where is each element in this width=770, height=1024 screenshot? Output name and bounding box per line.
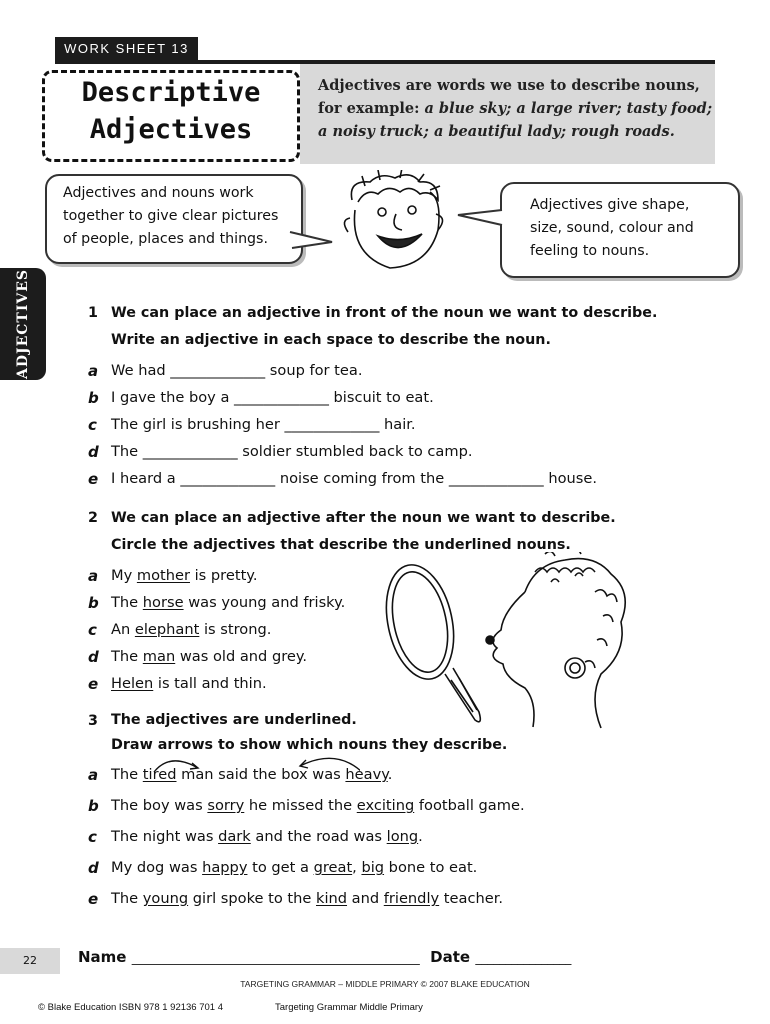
text-segment: The (111, 594, 143, 611)
section-2-item-text (111, 594, 345, 611)
section-3-heading-line-2: Draw arrows to show which nouns they describe. (111, 737, 508, 753)
section-3-item-text (111, 859, 477, 876)
intro-examples-1: a blue sky; a large river; tasty food; (424, 100, 713, 117)
section-2-number: 2 (88, 510, 98, 526)
section-1-item-letter: d (88, 443, 99, 461)
text-segment: to get a (247, 859, 314, 876)
underlined-adjective: heavy (345, 766, 388, 783)
text-segment: . (387, 766, 393, 783)
underlined-adjective: exciting (356, 797, 415, 814)
underlined-adjective: dark (218, 828, 251, 845)
text-segment: teacher. (439, 890, 503, 907)
title-line-2: Adjectives (89, 114, 253, 145)
section-1-heading-line-1: We can place an adjective in front of the noun we want to describe. (111, 305, 658, 321)
bubble-left-line-3: of people, places and things. (63, 231, 268, 247)
intro-line-3 (318, 120, 713, 143)
text-segment: is strong. (199, 621, 272, 638)
underlined-adjective: great (313, 859, 353, 876)
section-2-item-letter: d (88, 648, 99, 666)
bubble-left-line-1: Adjectives and nouns work (63, 185, 254, 201)
bubble-right-line-2: size, sound, colour and (530, 220, 694, 236)
section-3-item-letter: d (88, 859, 99, 877)
underlined-adjective: happy (202, 859, 248, 876)
section-2-item-text (111, 675, 267, 692)
section-2-item-letter: a (88, 567, 99, 585)
section-1-item-text: The girl is brushing her _____________ hair. (111, 416, 416, 433)
section-3-heading-line-1: The adjectives are underlined. (111, 712, 357, 728)
underlined-adjective: sorry (207, 797, 245, 814)
name-blank: ________________________________________________ (131, 951, 420, 965)
bubble-left-line-2: together to give clear pictures (63, 208, 279, 224)
text-segment: he missed the (244, 797, 357, 814)
intro-example-prefix: for example: (318, 100, 425, 117)
section-2-heading-line-1: We can place an adjective after the noun we want to describe. (111, 510, 616, 526)
bubble-right-line-1: Adjectives give shape, (530, 197, 690, 213)
underlined-adjective: tired (142, 766, 177, 783)
section-3-item-text (111, 766, 392, 783)
text-segment: and the road was (250, 828, 387, 845)
text-segment: was young and frisky. (183, 594, 346, 611)
text-segment: The night was (111, 828, 219, 845)
section-1-item-letter: e (88, 470, 99, 488)
section-1-item-letter: c (88, 416, 97, 434)
section-3-item-text (111, 797, 525, 814)
section-1-item-letter: b (88, 389, 99, 407)
text-segment: My (111, 567, 137, 584)
section-1-item-text: We had _____________ soup for tea. (111, 362, 363, 379)
underlined-noun: Helen (111, 675, 154, 692)
footer-copyright: TARGETING GRAMMAR – MIDDLE PRIMARY © 2007 BLAKE EDUCATION (240, 979, 530, 989)
page-number: 22 (0, 948, 60, 974)
date-blank: ________________ (475, 951, 572, 965)
underlined-noun: elephant (134, 621, 200, 638)
side-tab-label: ADJECTIVES (15, 268, 31, 380)
section-1-item-letter: a (88, 362, 99, 380)
page-title (42, 74, 300, 148)
section-3-item-text (111, 828, 423, 845)
intro-examples-2: a noisy truck; a beautiful lady; rough roads. (318, 123, 675, 140)
woman-mirror-illustration (375, 552, 635, 732)
text-segment: The (111, 890, 143, 907)
text-segment: is tall and thin. (153, 675, 267, 692)
section-3-item-letter: b (88, 797, 99, 815)
text-segment: An (111, 621, 135, 638)
title-line-1: Descriptive (81, 77, 261, 108)
intro-text (318, 74, 713, 143)
speech-bubble-left (45, 174, 303, 264)
underlined-adjective: young (142, 890, 189, 907)
text-segment: was old and grey. (175, 648, 308, 665)
section-2-item-text (111, 567, 257, 584)
section-3-item-text (111, 890, 503, 907)
intro-line-2 (318, 97, 713, 120)
woman-profile-icon (486, 552, 625, 728)
text-segment: The boy was (111, 797, 208, 814)
speech-bubble-right (500, 182, 740, 278)
text-segment: The (111, 648, 143, 665)
cartoon-boy-illustration (270, 170, 510, 280)
section-1-item-text: I heard a _____________ noise coming from the _____________ house. (111, 470, 598, 487)
section-2-heading (111, 505, 616, 559)
underlined-adjective: long (386, 828, 419, 845)
section-1-heading (111, 300, 657, 354)
text-segment: , (352, 859, 362, 876)
section-2-item-letter: b (88, 594, 99, 612)
hand-mirror-icon (377, 559, 481, 722)
name-label: Name (78, 948, 127, 966)
underlined-adjective: friendly (383, 890, 440, 907)
date-label: Date (430, 948, 471, 966)
text-segment: girl spoke to the (188, 890, 316, 907)
text-segment: and (347, 890, 384, 907)
footer-isbn: © Blake Education ISBN 978 1 92136 701 4 (38, 1002, 223, 1013)
section-1-item-text: The _____________ soldier stumbled back to camp. (111, 443, 473, 460)
bubble-right-line-3: feeling to nouns. (530, 243, 650, 259)
text-segment: The (111, 766, 143, 783)
section-2-item-letter: c (88, 621, 97, 639)
section-2-item-text (111, 621, 271, 638)
name-date-line (78, 948, 571, 966)
section-2-item-letter: e (88, 675, 99, 693)
text-segment: man said the box was (176, 766, 346, 783)
section-1-item-text: I gave the boy a _____________ biscuit to eat. (111, 389, 434, 406)
underlined-noun: man (142, 648, 176, 665)
section-1-number: 1 (88, 305, 98, 321)
boy-face-icon (344, 170, 442, 268)
text-segment: My dog was (111, 859, 203, 876)
text-segment: is pretty. (189, 567, 258, 584)
section-1-heading-line-2: Write an adjective in each space to describe the noun. (111, 332, 551, 348)
text-segment: football game. (414, 797, 525, 814)
section-3-number: 3 (88, 713, 98, 729)
text-segment: bone to eat. (384, 859, 478, 876)
section-3-item-letter: e (88, 890, 99, 908)
footer-book-title: Targeting Grammar Middle Primary (275, 1002, 423, 1013)
bubble-left-tail (290, 232, 332, 248)
bubble-right-tail (458, 210, 502, 225)
underlined-noun: mother (136, 567, 190, 584)
section-3-item-letter: c (88, 828, 97, 846)
text-segment: . (418, 828, 423, 845)
underlined-noun: horse (142, 594, 184, 611)
intro-line-1: Adjectives are words we use to describe nouns, (318, 77, 700, 94)
section-2-item-text (111, 648, 307, 665)
underlined-adjective: kind (316, 890, 348, 907)
section-2-heading-line-2: Circle the adjectives that describe the underlined nouns. (111, 537, 571, 553)
underlined-adjective: big (361, 859, 385, 876)
section-3-item-letter: a (88, 766, 99, 784)
worksheet-label: WORK SHEET 13 (55, 37, 198, 61)
